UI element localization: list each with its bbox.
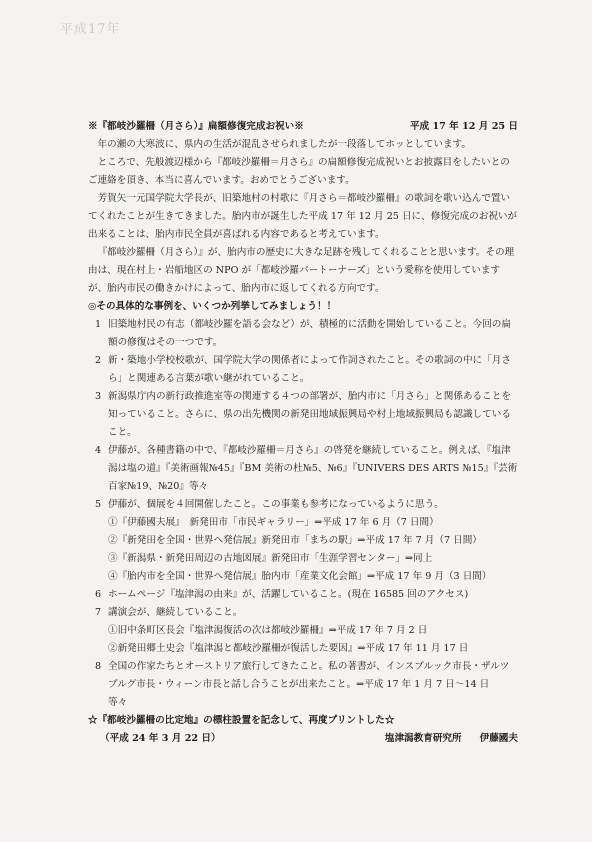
lecture-entry: ②新発田郷土史会『塩津潟と都岐沙羅柵が復活した要因』⇒平成 17 年 11 月 17 日 xyxy=(108,643,469,654)
footer-date: （平成 24 年 3 月 22 日） xyxy=(100,733,221,744)
title-row xyxy=(88,118,518,136)
list-item xyxy=(88,586,518,604)
item-text: 旧築地村民の有志（都岐沙羅を語る会など）が、積極的に活動を開始していること。今回の扁額の修復はその一つです。 xyxy=(108,319,511,348)
item-number: 6 xyxy=(94,589,102,600)
list-item xyxy=(88,316,518,352)
item-number: 3 xyxy=(94,391,102,402)
paragraph: 芳賀矢一元国学院大学長が、旧築地村の村歌に『月さら＝都岐沙羅柵』の歌詞を歌い込んで置いてくれたことが生きてきました。胎内市が誕生した平成 17 年 12 月 25 日に、修復完成のお祝いが出来ることは、胎内市民全員が喜ばれる内容であると考えています。 xyxy=(88,193,518,240)
list-item xyxy=(88,604,518,622)
document-title: ※『都岐沙羅柵（月さら）』扁額修復完成お祝い※ xyxy=(88,121,304,132)
exhibition-entry: ①『伊藤國夫展』 新発田市「市民ギャラリー」⇒平成 17 年 6 月（7 日間） xyxy=(108,517,439,528)
item-number: 1 xyxy=(94,319,102,330)
footer-author: 伊藤國夫 xyxy=(479,733,518,744)
item-number: 8 xyxy=(94,661,102,672)
list-item xyxy=(88,388,518,442)
item-text: 全国の作家たちとオーストリア旅行してきたこと。私の著書が、インスブルック市長・ザルツブルグ市長・ウィーン市長と話し合うことが出来たこと。⇒平成 17 年 1 月 7 日～14 日 等々 xyxy=(108,661,510,708)
exhibition-entry: ③『新潟県・新発田周辺の古地図展』新発田市「生涯学習センター」⇒同上 xyxy=(108,553,433,564)
exhibition-entry: ②『新発田を全国・世界へ発信展』新発田市「まちの駅」⇒平成 17 年 7 月（7 日間） xyxy=(108,535,482,546)
item-number: 7 xyxy=(94,607,102,618)
item-text: 新・築地小学校校歌が、国学院大学の関係者によって作詞されたこと。その歌詞の中に「月さら」と関連ある言葉が歌い継がれていること。 xyxy=(108,355,511,384)
bleed-through-text: 平成17年 xyxy=(59,21,121,38)
paragraph: ところで、先般渡辺様から『都岐沙羅柵＝月さら』の扁額修復完成祝いとお披露目をしたいとのご連絡を頂き、本当に喜んでいます。おめでとうございます。 xyxy=(88,157,510,186)
item-number: 2 xyxy=(94,355,102,366)
item-text: 伊藤が、各種書籍の中で、『都岐沙羅柵＝月さら』の啓発を継続していること。例えば、『塩津潟は塩の道』『美術画報№45』『BM 美術の杜№5、№6』『UNIVERS DES ARTS №15』『芸術百家№19、№20』等々 xyxy=(108,445,518,492)
footer-title: ☆『都岐沙羅柵の比定地』の標柱設置を記念して、再度プリントした☆ xyxy=(88,715,395,726)
item-number: 4 xyxy=(94,445,102,456)
list-heading: ◎その具体的な事例を、いくつか列挙してみましょう！！ xyxy=(88,301,337,312)
list-item xyxy=(88,658,518,712)
item-number: 5 xyxy=(94,499,102,510)
item-text: 伊藤が、個展を４回開催したこと。この事業も参考になっているように思う。 xyxy=(108,499,444,510)
lecture-entry: ①旧中条町区長会『塩津潟復活の次は都岐沙羅柵』⇒平成 17 年 7 月 2 日 xyxy=(108,625,428,636)
item-text: 講演会が、継続していること。 xyxy=(108,607,243,618)
list-item xyxy=(88,352,518,388)
list-item xyxy=(88,442,518,496)
footer-organization: 塩津潟教育研究所 xyxy=(384,733,462,744)
document-body xyxy=(88,118,518,748)
list-item xyxy=(88,496,518,514)
footer-row xyxy=(88,730,518,748)
paragraph: 年の瀬の大寒波に、県内の生活が混乱させられましたが一段落してホッとしています。 xyxy=(97,139,471,150)
exhibition-entry: ④『胎内市を全国・世界へ発信展』胎内市「産業文化会館」⇒平成 17 年 9 月（3 日間） xyxy=(108,571,492,582)
item-text: 新潟県庁内の新行政推進室等の関連する４つの部署が、胎内市に「月さら」と関係あることを知っていること。さらに、県の出先機関の新発田地域振興局や村上地域振興局も認識していること。 xyxy=(108,391,511,438)
signature-block xyxy=(385,730,518,748)
item-text: ホームページ『塩津潟の由来』が、活躍していること。(現在 16585 回のアクセス) xyxy=(108,589,469,600)
document-date: 平成 17 年 12 月 25 日 xyxy=(409,121,518,132)
paragraph: 『都岐沙羅柵（月さら）』が、胎内市の歴史に大きな足跡を残してくれることと思います。その理由は、現在村上・岩船地区の NPO が「都岐沙羅パートーナーズ」という愛称を使用していますが、胎内市民の働きかけによって、胎内市に返してくれる方向です。 xyxy=(88,247,515,294)
